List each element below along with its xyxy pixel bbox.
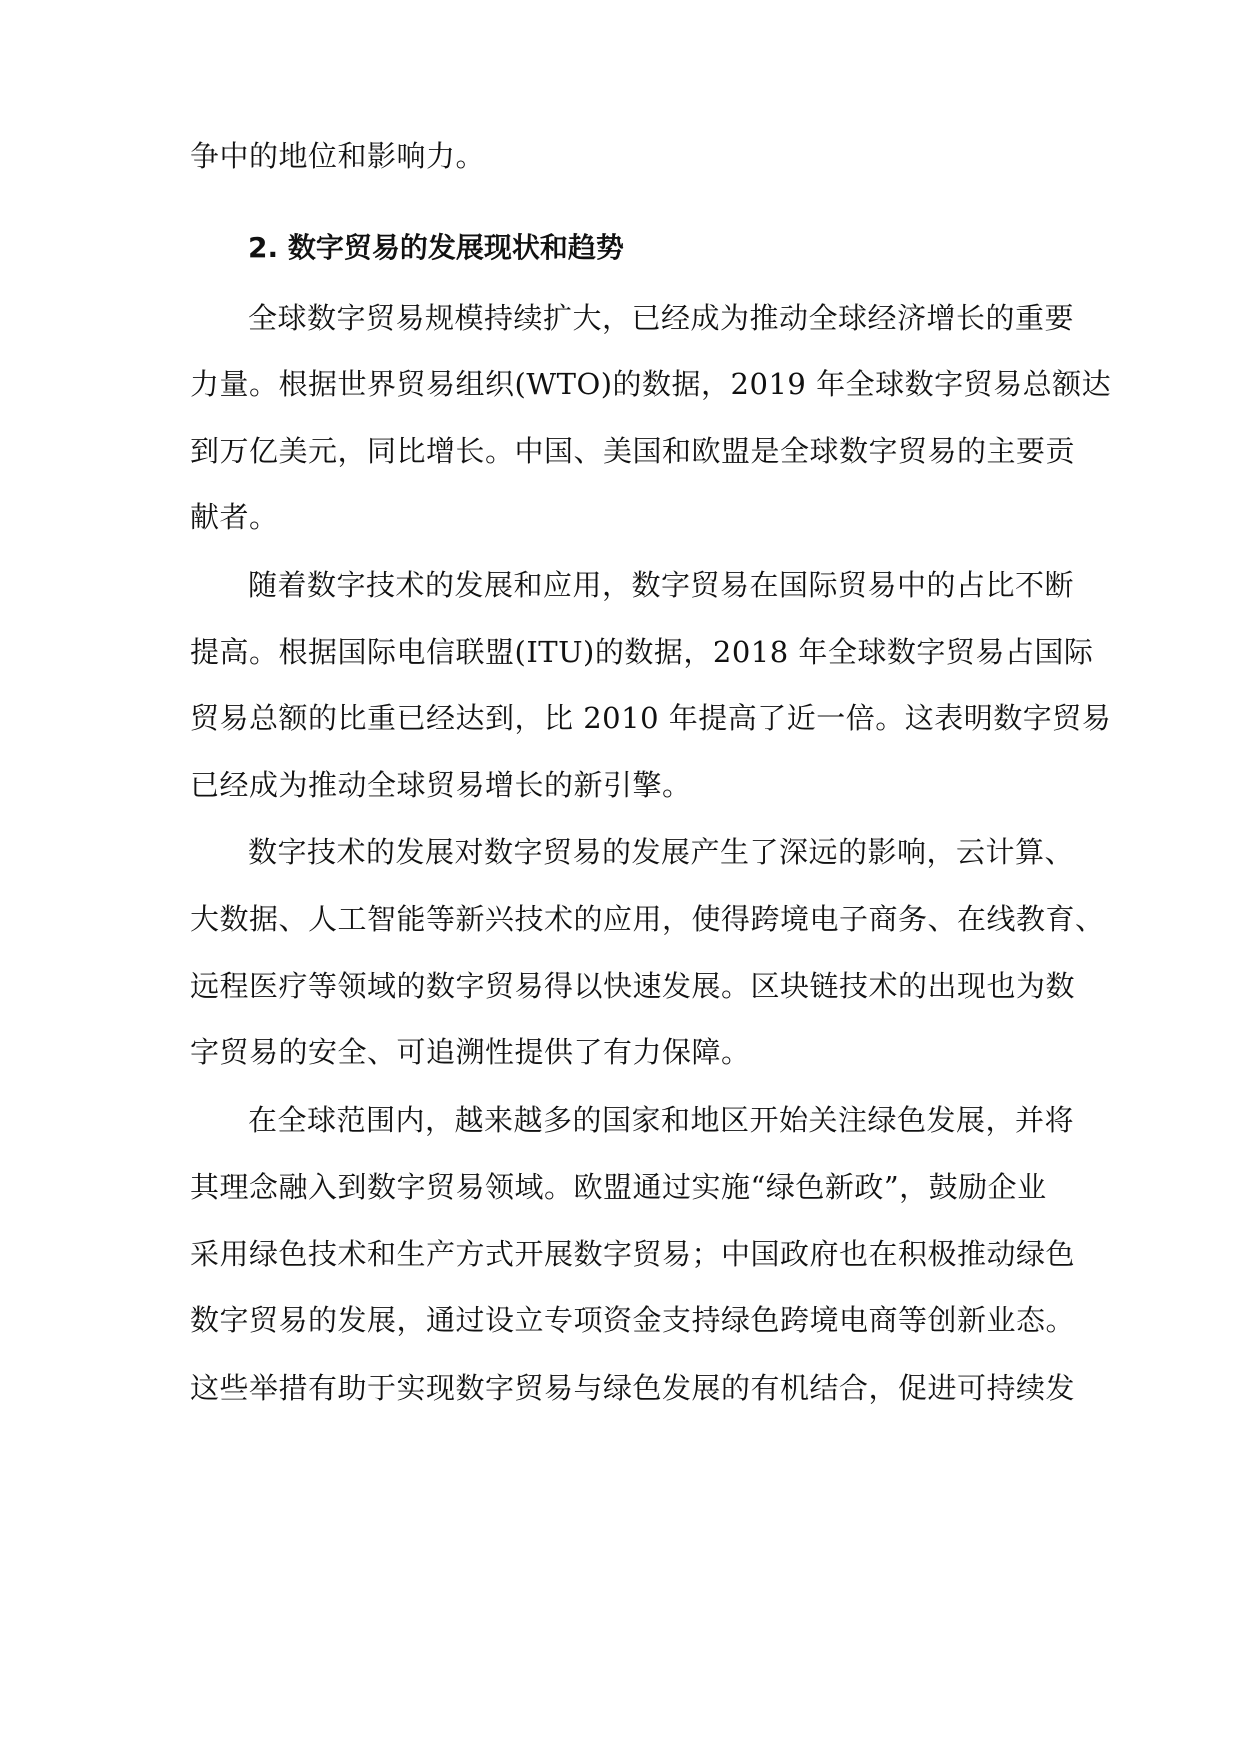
section-heading: 2. 数字贸易的发展现状和趋势 [248,231,624,264]
paragraph-line: 数字技术的发展对数字贸易的发展产生了深远的影响，云计算、 [248,835,1075,869]
paragraph-line: 献者。 [190,500,279,534]
paragraph-line: 到万亿美元，同比增长。中国、美国和欧盟是全球数字贸易的主要贡 [190,434,1076,468]
paragraph-line: 贸易总额的比重已经达到，比 2010 年提高了近一倍。这表明数字贸易 [190,701,1112,735]
paragraph-line: 采用绿色技术和生产方式开展数字贸易；中国政府也在积极推动绿色 [190,1237,1076,1271]
paragraph-line: 提高。根据国际电信联盟(ITU)的数据，2018 年全球数字贸易占国际 [190,635,1094,669]
paragraph-line: 这些举措有助于实现数字贸易与绿色发展的有机结合，促进可持续发 [190,1371,1076,1405]
intro-line: 争中的地位和影响力。 [190,139,486,173]
paragraph-line: 数字贸易的发展，通过设立专项资金支持绿色跨境电商等创新业态。 [190,1303,1076,1337]
paragraph-line: 其理念融入到数字贸易领域。欧盟通过实施“绿色新政”，鼓励企业 [190,1170,1047,1204]
paragraph-line: 大数据、人工智能等新兴技术的应用，使得跨境电子商务、在线教育、 [190,902,1105,936]
paragraph-line: 远程医疗等领域的数字贸易得以快速发展。区块链技术的出现也为数 [190,969,1076,1003]
paragraph-line: 随着数字技术的发展和应用，数字贸易在国际贸易中的占比不断 [248,568,1075,602]
paragraph-line: 力量。根据世界贸易组织(WTO)的数据，2019 年全球数字贸易总额达 [190,367,1112,401]
paragraph-line: 已经成为推动全球贸易增长的新引擎。 [190,768,692,802]
paragraph-line: 全球数字贸易规模持续扩大，已经成为推动全球经济增长的重要 [248,301,1075,335]
paragraph-line: 字贸易的安全、可追溯性提供了有力保障。 [190,1035,751,1069]
paragraph-line: 在全球范围内，越来越多的国家和地区开始关注绿色发展，并将 [248,1103,1075,1137]
